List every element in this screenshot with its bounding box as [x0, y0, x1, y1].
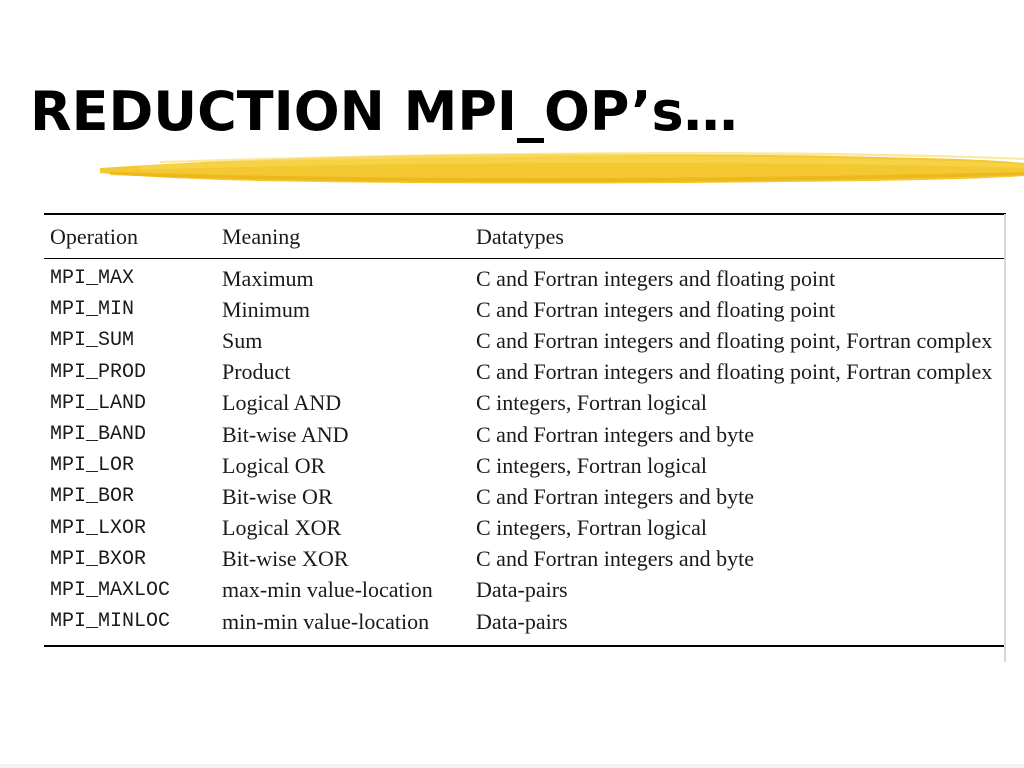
table-row: [44, 388, 1006, 419]
meaning-cell: Minimum: [222, 296, 311, 322]
table-header-row: [44, 214, 1006, 259]
operations-table-container: [44, 213, 1006, 647]
column-header-operation: Operation: [50, 223, 138, 249]
table-right-edge-line: [1004, 214, 1006, 662]
operation-cell: MPI_PROD: [50, 360, 147, 384]
datatypes-cell: C integers, Fortran logical: [476, 452, 707, 478]
meaning-cell: Logical XOR: [222, 515, 342, 541]
datatypes-cell: C and Fortran integers and byte: [476, 421, 754, 447]
operation-cell: MPI_LAND: [50, 391, 147, 415]
meaning-cell: Bit-wise OR: [222, 483, 333, 509]
table-row: [44, 294, 1006, 325]
slide-title: REDUCTION MPI_OP’s…: [30, 80, 738, 143]
mpi-operations-table: [44, 213, 1006, 647]
table-row: [44, 357, 1006, 388]
table-row: [44, 513, 1006, 544]
operation-cell: MPI_MIN: [50, 298, 135, 322]
table-row: [44, 481, 1006, 512]
operation-cell: MPI_SUM: [50, 329, 135, 353]
column-header-meaning: Meaning: [222, 223, 301, 249]
operation-cell: MPI_LOR: [50, 454, 135, 478]
datatypes-cell: C and Fortran integers and floating point, Fortran complex: [476, 359, 993, 385]
meaning-cell: Logical AND: [222, 390, 342, 416]
table-row: [44, 259, 1006, 295]
operation-cell: MPI_BAND: [50, 423, 147, 447]
datatypes-cell: C and Fortran integers and byte: [476, 483, 754, 509]
title-underline-brush-stroke: [100, 146, 1024, 190]
table-row: [44, 575, 1006, 606]
datatypes-cell: C and Fortran integers and floating point: [476, 265, 836, 291]
operation-cell: MPI_MINLOC: [50, 610, 171, 634]
meaning-cell: Logical OR: [222, 452, 326, 478]
datatypes-cell: Data-pairs: [476, 577, 568, 603]
table-row: [44, 450, 1006, 481]
slide-bottom-band: [0, 764, 1024, 768]
meaning-cell: Product: [222, 359, 291, 385]
datatypes-cell: C and Fortran integers and floating point, Fortran complex: [476, 327, 993, 353]
datatypes-cell: Data-pairs: [476, 608, 568, 634]
operation-cell: MPI_BXOR: [50, 547, 147, 571]
table-row: [44, 419, 1006, 450]
operation-cell: MPI_BOR: [50, 485, 135, 509]
table-row: [44, 606, 1006, 646]
meaning-cell: Bit-wise XOR: [222, 546, 349, 572]
column-header-datatypes: Datatypes: [476, 223, 564, 249]
meaning-cell: min-min value-location: [222, 608, 430, 634]
datatypes-cell: C integers, Fortran logical: [476, 515, 707, 541]
operation-cell: MPI_LXOR: [50, 516, 147, 540]
meaning-cell: Maximum: [222, 265, 314, 291]
datatypes-cell: C integers, Fortran logical: [476, 390, 707, 416]
datatypes-cell: C and Fortran integers and floating point: [476, 296, 836, 322]
meaning-cell: max-min value-location: [222, 577, 433, 603]
datatypes-cell: C and Fortran integers and byte: [476, 546, 754, 572]
operation-cell: MPI_MAXLOC: [50, 578, 171, 602]
operation-cell: MPI_MAX: [50, 267, 135, 291]
table-row: [44, 325, 1006, 356]
table-row: [44, 544, 1006, 575]
meaning-cell: Bit-wise AND: [222, 421, 349, 447]
meaning-cell: Sum: [222, 327, 263, 353]
